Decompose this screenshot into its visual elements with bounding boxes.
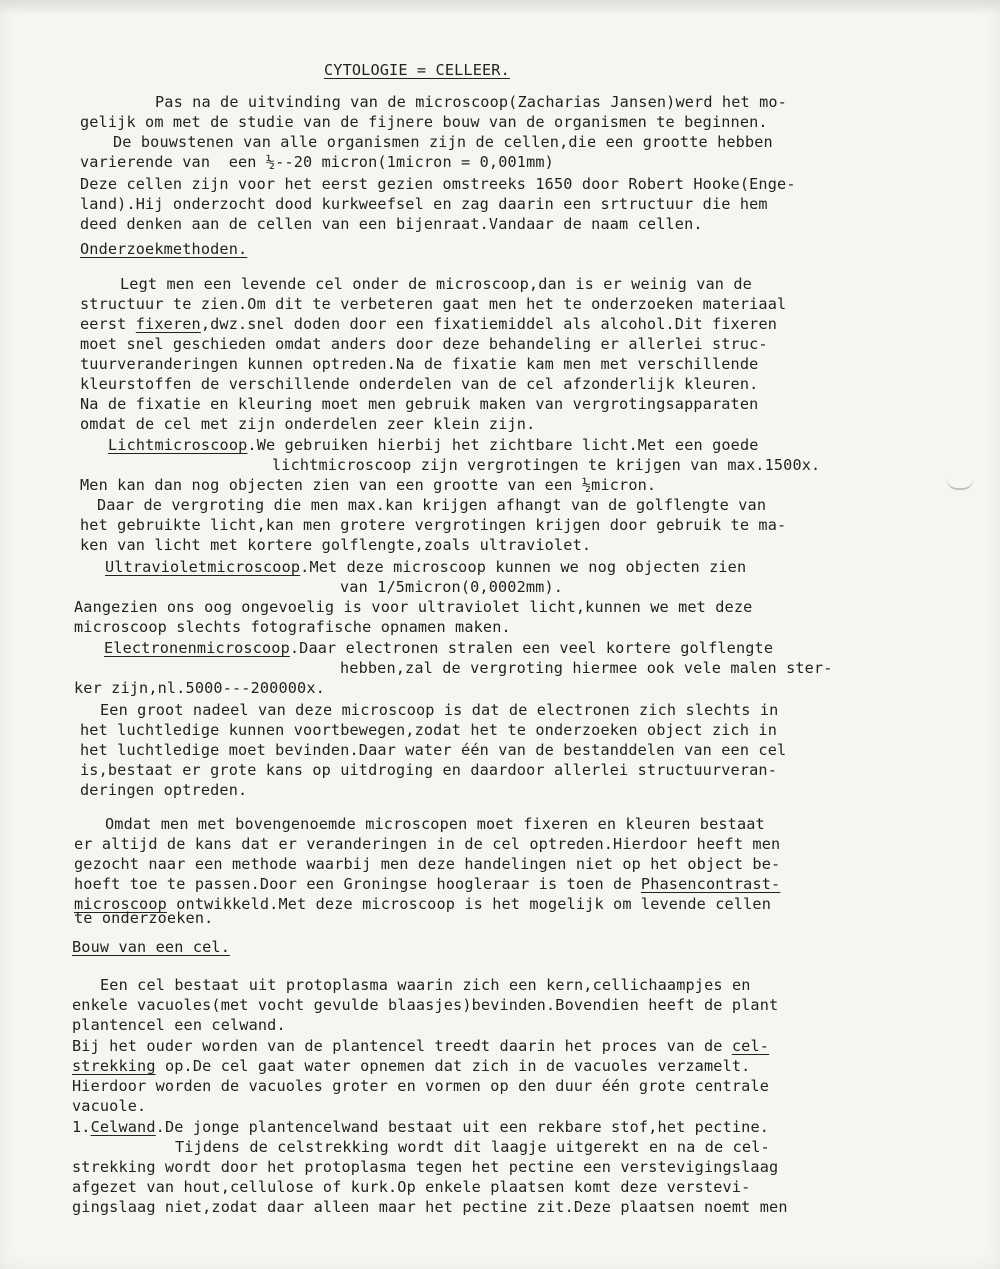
intro-line: deed denken aan de cellen van een bijenraat.Vandaar de naam cellen. — [80, 215, 703, 233]
licht-line: ken van licht met kortere golflengte,zoals ultraviolet. — [80, 536, 592, 554]
term-cel: cel- — [731, 1037, 770, 1055]
methods-line: moet snel geschieden omdat anders door deze behandeling er allerlei struc- — [80, 335, 768, 353]
phase-line: Omdat men met bovengenoemde microscopen moet fixeren en kleuren bestaat — [105, 815, 765, 833]
ultra-line: Aangezien ons oog ongevoelig is voor ultraviolet licht,kunnen we met deze — [74, 598, 753, 616]
term-microscoop: microscoop — [74, 895, 167, 913]
celwand-line: Tijdens de celstrekking wordt dit laagje uitgerekt en na de cel- — [175, 1138, 770, 1156]
electron-heading-line — [104, 638, 773, 658]
celwand-text: .De jonge plantencelwand bestaat uit een rekbare stof,het pectine. — [155, 1118, 770, 1136]
term-phasencontrast: Phasencontrast- — [640, 875, 781, 893]
term-strekking: strekking — [72, 1057, 156, 1075]
term-celwand: Celwand — [90, 1118, 156, 1136]
ultra-text: .Met deze microscoop kunnen we nog objecten zien — [300, 558, 747, 576]
bouw-line-term — [72, 1036, 769, 1056]
bouw-line-term — [72, 1056, 750, 1076]
phase-line: gezocht naar een methode waarbij men deze handelingen niet op het object be- — [74, 855, 781, 873]
bouw-line: plantencel een celwand. — [72, 1016, 286, 1034]
celwand-line: strekking wordt door het protoplasma tegen het pectine een verstevigingslaag — [72, 1158, 779, 1176]
intro-line: varierende van een ½--20 micron(1micron = 0,001mm) — [80, 153, 554, 171]
bouw-line: Hierdoor worden de vacuoles groter en vormen op den duur één grote centrale — [72, 1077, 770, 1095]
bouw-line: enkele vacuoles(met vocht gevulde blaasjes)bevinden.Bovendien heeft de plant — [72, 996, 779, 1014]
bouw-line: vacuole. — [72, 1097, 147, 1115]
electron-line: het luchtledige moet bevinden.Daar water één van de bestanddelen van een cel — [80, 741, 787, 759]
celwand-line: gingslaag niet,zodat daar alleen maar het pectine zit.Deze plaatsen noemt men — [72, 1198, 788, 1216]
methods-line-fixeren — [80, 314, 777, 334]
intro-line: land).Hij onderzocht dood kurkweefsel en zag daarin een srtructuur die hem — [80, 195, 768, 213]
phase-line-term — [74, 874, 780, 894]
electron-line: ker zijn,nl.5000---200000x. — [74, 679, 325, 697]
licht-text: .We gebruiken hierbij het zichtbare licht.Met een goede — [247, 436, 759, 454]
phase-line: er altijd de kans dat er veranderingen in de cel optreden.Hierdoor heeft men — [74, 835, 781, 853]
electron-line: hebben,zal de vergroting hiermee ook vele malen ster- — [340, 659, 833, 677]
electron-line: deringen optreden. — [80, 781, 248, 799]
methods-line: tuurveranderingen kunnen optreden.Na de fixatie kam men met verschillende — [80, 355, 759, 373]
page-top-shadow — [0, 0, 1000, 14]
phase-pre: hoeft toe te passen.Door een Groningse hoogleraar is toen de — [74, 875, 641, 893]
page-title: CYTOLOGIE = CELLEER. — [324, 61, 510, 79]
celwand-heading-line — [72, 1117, 769, 1137]
bouw-post: op.De cel gaat water opnemen dat zich in de vacuoles verzamelt. — [155, 1057, 751, 1075]
methods-line: Legt men een levende cel onder de microscoop,dan is er weinig van de — [120, 275, 752, 293]
electron-text: .Daar electronen stralen een veel kortere golflengte — [289, 639, 774, 657]
term-electronenmicroscoop: Electronenmicroscoop — [104, 639, 290, 657]
term-lichtmicroscoop: Lichtmicroscoop — [108, 436, 248, 454]
section-heading-bouw: Bouw van een cel. — [72, 938, 230, 956]
ultra-heading-line — [105, 557, 746, 577]
term-fixeren: fixeren — [135, 315, 201, 333]
licht-line: lichtmicroscoop zijn vergrotingen te krijgen van max.1500x. — [272, 456, 821, 474]
methods-line: kleurstoffen de verschillende onderdelen van de cel afzonderlijk kleuren. — [80, 375, 759, 393]
celwand-line: afgezet van hout,cellulose of kurk.Op enkele plaatsen komt deze verstevi- — [72, 1178, 751, 1196]
licht-line: het gebruikte licht,kan men grotere vergrotingen krijgen door gebruik te ma- — [80, 516, 787, 534]
bouw-line: Een cel bestaat uit protoplasma waarin zich een kern,cellichaampjes en — [100, 976, 751, 994]
fix-post: ,dwz.snel doden door een fixatiemiddel als alcohol.Dit fixeren — [200, 315, 778, 333]
section-heading-methods: Onderzoekmethoden. — [80, 240, 248, 258]
fix-pre: eerst — [80, 315, 136, 333]
methods-line: omdat de cel met zijn onderdelen zeer klein zijn. — [80, 415, 536, 433]
licht-line: Men kan dan nog objecten zien van een grootte van een ½micron. — [80, 476, 657, 494]
intro-line: gelijk om met de studie van de fijnere bouw van de organismen te beginnen. — [80, 113, 768, 131]
intro-line: Pas na de uitvinding van de microscoop(Zacharias Jansen)werd het mo- — [155, 93, 787, 111]
electron-line: het luchtledige kunnen voortbewegen,zodat het te onderzoeken object zich in — [80, 721, 778, 739]
bouw-pre: Bij het ouder worden van de plantencel treedt daarin het proces van de — [72, 1037, 732, 1055]
term-ultravioletmicroscoop: Ultravioletmicroscoop — [105, 558, 301, 576]
pencil-mark — [946, 478, 974, 490]
licht-heading-line — [108, 435, 759, 455]
phase-post: ontwikkeld.Met deze microscoop is het mogelijk om levende cellen — [166, 895, 772, 913]
electron-line: is,bestaat er grote kans op uitdroging en daardoor allerlei structuurveran- — [80, 761, 778, 779]
methods-line: Na de fixatie en kleuring moet men gebruik maken van vergrotingsapparaten — [80, 395, 759, 413]
intro-line: De bouwstenen van alle organismen zijn de cellen,die een grootte hebben — [113, 133, 773, 151]
electron-line: Een groot nadeel van deze microscoop is dat de electronen zich slechts in — [100, 701, 779, 719]
methods-line: structuur te zien.Om dit te verbeteren gaat men het te onderzoeken materiaal — [80, 295, 787, 313]
licht-line: Daar de vergroting die men max.kan krijgen afhangt van de golflengte van — [97, 496, 767, 514]
celwand-number: 1. — [72, 1118, 91, 1136]
ultra-line: microscoop slechts fotografische opnamen maken. — [74, 618, 511, 636]
phase-line: te onderzoeken. — [74, 909, 214, 927]
ultra-line: van 1/5micron(0,0002mm). — [340, 578, 564, 596]
intro-line: Deze cellen zijn voor het eerst gezien omstreeks 1650 door Robert Hooke(Enge- — [80, 175, 796, 193]
